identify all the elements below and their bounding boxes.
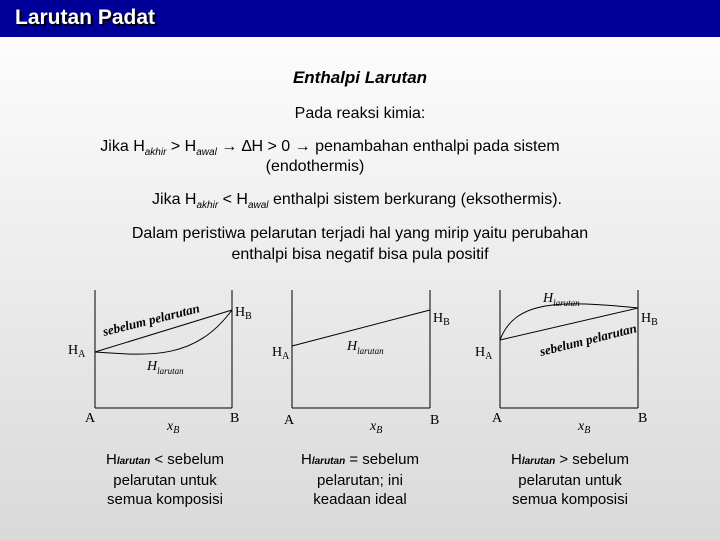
exothermic-line: Jika $H_{akhir} < H_{awal}$ enthalpi sistem berkurang (eksothermis).	[152, 191, 562, 212]
a-label: A	[492, 411, 503, 426]
a-label: A	[284, 413, 295, 428]
caption-ideal: Hlarutan = sebelum pelarutan; ini keadaan ideal	[301, 451, 419, 508]
ideal-line	[292, 310, 430, 346]
dissolution-line-2: enthalpi bisa negatif bisa pula positif	[231, 246, 489, 263]
slide-title: Larutan Padat	[15, 6, 156, 29]
dissolution-line-1: Dalam peristiwa pelarutan terjadi hal yang mirip yaitu perubahan	[131, 225, 589, 242]
xb-label: $x_B$	[167, 419, 180, 436]
endothermic-line: Jika $H_{akhir} > H_{awal} \to \Delta H > 0$ → penambahan enthalpi pada sistem	[100, 138, 560, 159]
b-label: B	[230, 411, 240, 426]
hb-label: $H_B$	[641, 311, 658, 328]
caption-negative: Hlarutan < sebelum pelarutan untuk semua komposisi	[106, 451, 224, 508]
endothermic-term: (endothermis)	[265, 158, 365, 175]
xb-label: $x_B$	[370, 419, 383, 436]
a-label: A	[85, 411, 96, 426]
ha-label: $H_A$	[68, 343, 86, 360]
diagram-ideal	[272, 290, 450, 436]
xb-label: $x_B$	[578, 419, 591, 436]
diagram-negative	[68, 290, 252, 436]
caption-positive: Hlarutan > sebelum pelarutan untuk semua komposisi	[511, 451, 629, 508]
b-label: B	[638, 411, 648, 426]
hb-label: $H_B$	[433, 311, 450, 328]
hlarutan-label: $H_{larutan}$	[347, 339, 384, 356]
curve-label: sebelum pelarutan	[538, 320, 639, 359]
intro-text: Pada reaksi kimia:	[294, 105, 426, 122]
hlarutan-label: $H_{larutan}$	[147, 359, 184, 376]
section-heading: Enthalpi Larutan	[292, 68, 428, 87]
diagram-positive	[475, 290, 658, 436]
curve-label: sebelum pelarutan	[101, 300, 202, 339]
hb-label: $H_B$	[235, 305, 252, 322]
ha-label: $H_A$	[475, 345, 493, 362]
hlarutan-label: $H_{larutan}$	[543, 291, 580, 308]
b-label: B	[430, 413, 440, 428]
ha-label: $H_A$	[272, 345, 290, 362]
